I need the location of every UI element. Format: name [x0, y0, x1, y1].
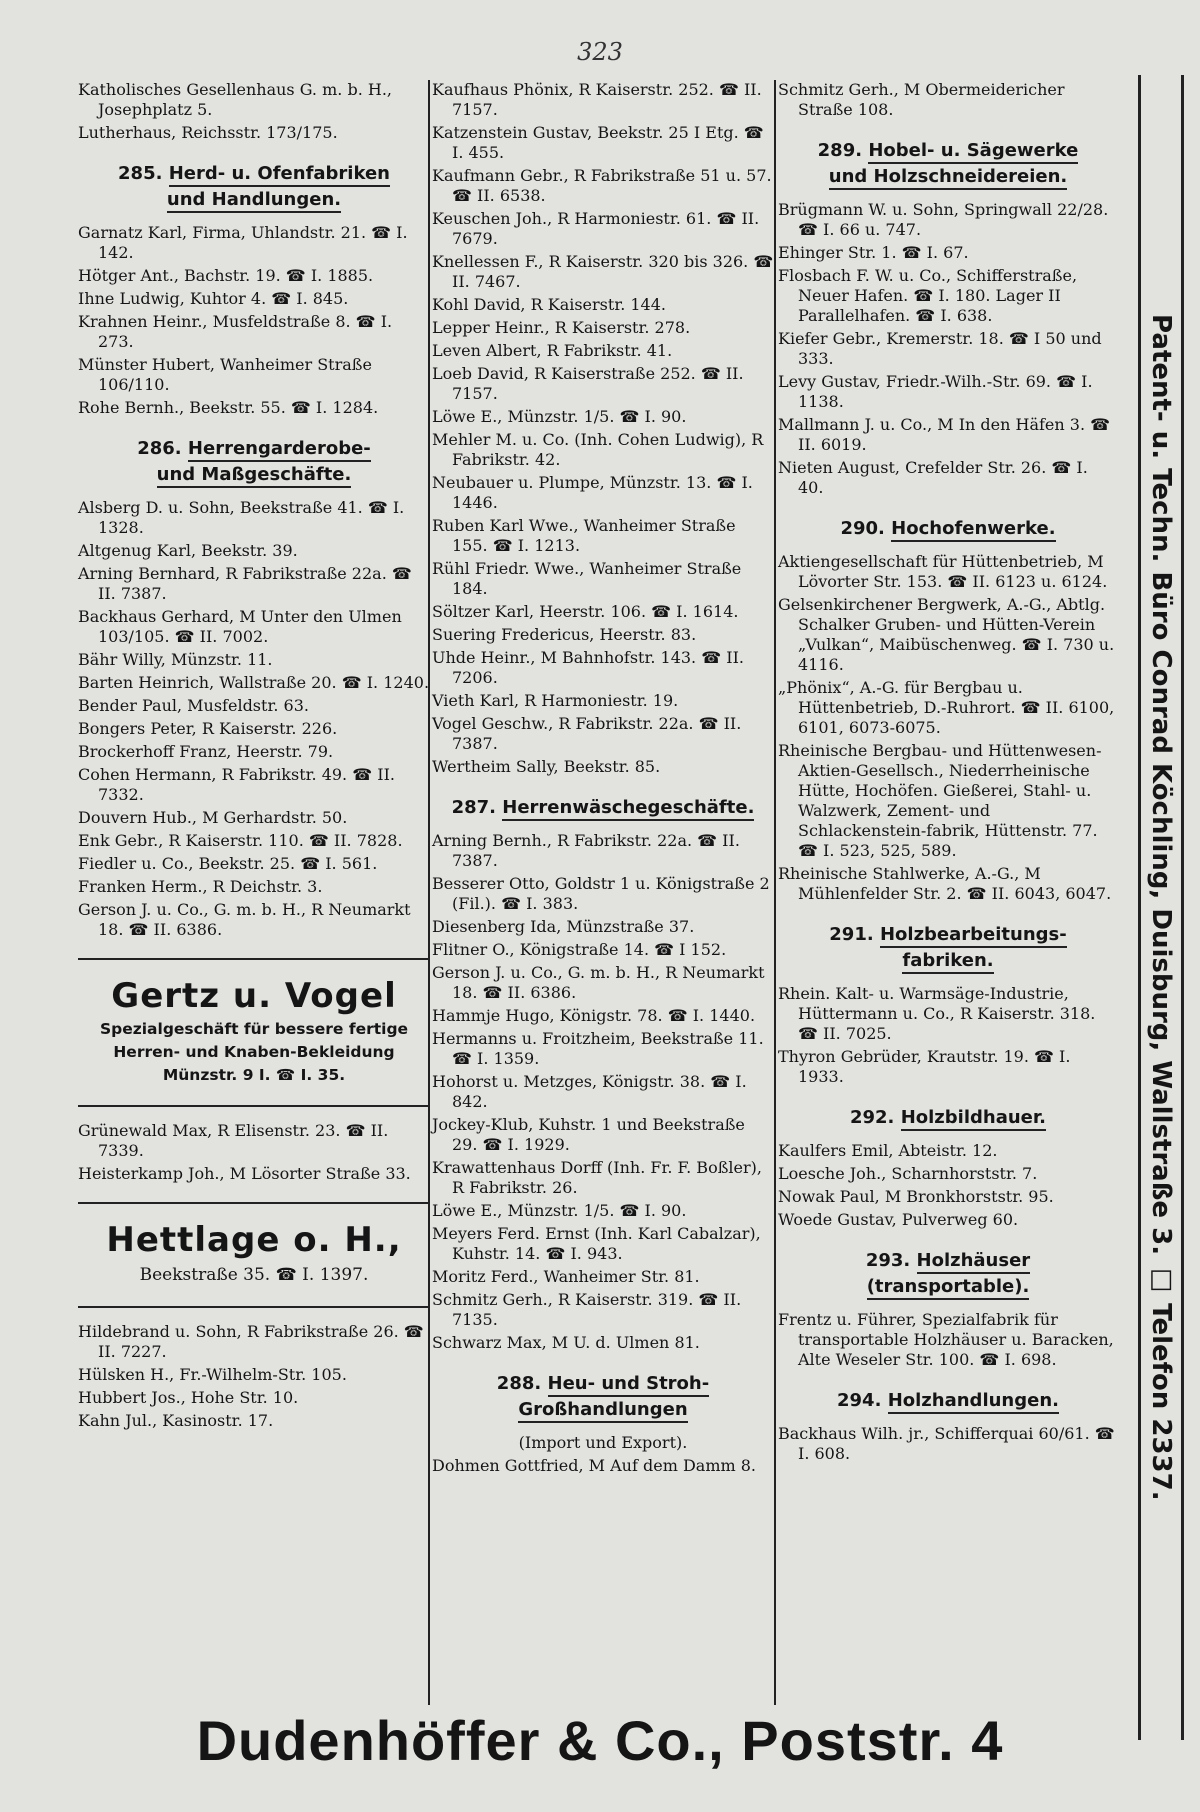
directory-entry: Bongers Peter, R Kaiserstr. 226. [78, 719, 338, 738]
directory-entry: Löwe E., Münzstr. 1/5. ☎ I. 90. [432, 1201, 687, 1220]
section-subtitle: und Maßgeschäfte. [157, 464, 352, 488]
directory-entry: Kahn Jul., Kasinostr. 17. [78, 1411, 274, 1430]
directory-entry: Dohmen Gottfried, M Auf dem Damm 8. [432, 1456, 757, 1475]
directory-entry: Douvern Hub., M Gerhardstr. 50. [78, 808, 348, 827]
directory-entry: Gelsenkirchener Bergwerk, A.-G., Abtlg. Schalker Gruben- und Hütten-Verein „Vulkan“, Maibüschenweg. ☎ I. 730 u. 4116. [778, 595, 1115, 674]
directory-entry: Leven Albert, R Fabrikstr. 41. [432, 341, 673, 360]
directory-entry: Heisterkamp Joh., M Lösorter Straße 33. [78, 1164, 411, 1183]
directory-entry: Hötger Ant., Bachstr. 19. ☎ I. 1885. [78, 266, 374, 285]
directory-entry: Söltzer Karl, Heerstr. 106. ☎ I. 1614. [432, 602, 739, 621]
directory-entry: Kiefer Gebr., Kremerstr. 18. ☎ I 50 und 333. [778, 329, 1102, 368]
section-heading [432, 1371, 774, 1423]
directory-entry: Loeb David, R Kaiserstraße 252. ☎ II. 7157. [432, 364, 744, 403]
section-subtitle: fabriken. [902, 950, 993, 974]
directory-entry: Rohe Bernh., Beekstr. 55. ☎ I. 1284. [78, 398, 379, 417]
directory-entry: Besserer Otto, Goldstr 1 u. Königstraße 2 (Fil.). ☎ I. 383. [432, 874, 770, 913]
section-subtitle: Großhandlungen [518, 1399, 687, 1423]
section-title: Holzhäuser [917, 1250, 1031, 1274]
advertisement-line: Spezialgeschäft für bessere fertige [99, 1020, 409, 1038]
directory-entry: Barten Heinrich, Wallstraße 20. ☎ I. 1240. [78, 673, 430, 692]
section-number: 286. [137, 438, 182, 459]
directory-entry: Ihne Ludwig, Kuhtor 4. ☎ I. 845. [78, 289, 349, 308]
directory-entry: Schwarz Max, M U. d. Ulmen 81. [432, 1333, 700, 1352]
directory-entry: Schmitz Gerh., R Kaiserstr. 319. ☎ II. 7135. [432, 1290, 742, 1329]
directory-entry: Katholisches Gesellenhaus G. m. b. H., Josephplatz 5. [78, 80, 392, 119]
directory-entry: Schmitz Gerh., M Obermeidericher Straße 108. [778, 80, 1065, 119]
directory-entry: Gerson J. u. Co., G. m. b. H., R Neumarkt 18. ☎ II. 6386. [78, 900, 411, 939]
section-title: Holzbearbeitungs- [880, 924, 1067, 948]
advertisement-line: Beekstraße 35. ☎ I. 1397. [139, 1265, 369, 1285]
section-heading [78, 436, 430, 488]
directory-entry: Flitner O., Königstraße 14. ☎ I 152. [432, 940, 727, 959]
section-subtitle: (transportable). [867, 1276, 1030, 1300]
directory-entry: Cohen Hermann, R Fabrikstr. 49. ☎ II. 7332. [78, 765, 395, 804]
directory-entry: Hermanns u. Froitzheim, Beekstraße 11. ☎ I. 1359. [432, 1029, 764, 1068]
directory-entry: Katzenstein Gustav, Beekstr. 25 I Etg. ☎ I. 455. [432, 123, 764, 162]
directory-entry: Krawattenhaus Dorff (Inh. Fr. F. Boßler), R Fabrikstr. 26. [432, 1158, 762, 1197]
directory-entry: Jockey-Klub, Kuhstr. 1 und Beekstraße 29. ☎ I. 1929. [432, 1115, 745, 1154]
directory-entry: Ruben Karl Wwe., Wanheimer Straße 155. ☎ I. 1213. [432, 516, 736, 555]
directory-entry: Löwe E., Münzstr. 1/5. ☎ I. 90. [432, 407, 687, 426]
column-divider [428, 80, 430, 1705]
horizontal-rule [78, 1306, 430, 1308]
section-heading [432, 795, 774, 821]
directory-entry: Münster Hubert, Wanheimer Straße 106/110. [78, 355, 372, 394]
section-note: (Import und Export). [518, 1433, 688, 1452]
section-number: 290. [840, 518, 885, 539]
directory-entry: Altgenug Karl, Beekstr. 39. [78, 541, 298, 560]
directory-entry: Meyers Ferd. Ernst (Inh. Karl Cabalzar), Kuhstr. 14. ☎ I. 943. [432, 1224, 761, 1263]
directory-entry: Bender Paul, Musfeldstr. 63. [78, 696, 309, 715]
directory-entry: Neubauer u. Plumpe, Münzstr. 13. ☎ I. 1446. [432, 473, 753, 512]
column-2 [432, 80, 774, 1479]
section-title: Herrengarderobe- [188, 438, 371, 462]
advertisement-line: Herren- und Knaben-Bekleidung [113, 1043, 395, 1061]
column-1 [78, 80, 430, 1434]
section-heading [778, 1388, 1118, 1414]
section-title: Heu- und Stroh- [548, 1373, 710, 1397]
section-number: 292. [849, 1107, 895, 1128]
directory-entry: Garnatz Karl, Firma, Uhlandstr. 21. ☎ I. 142. [78, 223, 408, 262]
section-title: Hochofenwerke. [891, 518, 1055, 542]
directory-entry: „Phönix“, A.-G. für Bergbau u. Hüttenbetrieb, D.-Ruhrort. ☎ II. 6100, 6101, 6073-6075. [778, 678, 1115, 737]
directory-entry: Hülsken H., Fr.-Wilhelm-Str. 105. [78, 1365, 347, 1384]
directory-entry: Rühl Friedr. Wwe., Wanheimer Straße 184. [432, 559, 742, 598]
directory-entry: Bähr Willy, Münzstr. 11. [78, 650, 273, 669]
advertisement [78, 1218, 430, 1288]
directory-entry: Diesenberg Ida, Münzstraße 37. [432, 917, 695, 936]
directory-entry: Rhein. Kalt- u. Warmsäge-Industrie, Hüttermann u. Co., R Kaiserstr. 318. ☎ II. 7025. [778, 984, 1096, 1043]
directory-entry: Loesche Joh., Scharnhorststr. 7. [778, 1164, 1038, 1183]
directory-entry: Suering Fredericus, Heerstr. 83. [432, 625, 697, 644]
directory-entry: Grünewald Max, R Elisenstr. 23. ☎ II. 7339. [78, 1121, 389, 1160]
directory-entry: Nieten August, Crefelder Str. 26. ☎ I. 40. [778, 458, 1088, 497]
section-heading [78, 161, 430, 213]
directory-entry: Levy Gustav, Friedr.-Wilh.-Str. 69. ☎ I. 1138. [778, 372, 1093, 411]
advertisement-line: Münzstr. 9 I. ☎ I. 35. [162, 1066, 346, 1084]
horizontal-rule [78, 958, 430, 960]
directory-entry: Knellessen F., R Kaiserstr. 320 bis 326. ☎ II. 7467. [432, 252, 774, 291]
directory-entry: Thyron Gebrüder, Krautstr. 19. ☎ I. 1933. [778, 1047, 1071, 1086]
section-heading [778, 1248, 1118, 1300]
directory-entry: Enk Gebr., R Kaiserstr. 110. ☎ II. 7828. [78, 831, 403, 850]
directory-entry: Arning Bernhard, R Fabrikstraße 22a. ☎ II. 7387. [78, 564, 412, 603]
directory-entry: Woede Gustav, Pulverweg 60. [778, 1210, 1019, 1229]
directory-entry: Vogel Geschw., R Fabrikstr. 22a. ☎ II. 7387. [432, 714, 742, 753]
section-number: 294. [837, 1390, 882, 1411]
section-subtitle: und Handlungen. [167, 189, 341, 213]
section-heading [778, 516, 1118, 542]
directory-entry: Kohl David, R Kaiserstr. 144. [432, 295, 666, 314]
directory-entry: Brockerhoff Franz, Heerstr. 79. [78, 742, 334, 761]
horizontal-rule [78, 1202, 430, 1204]
directory-entry: Aktiengesellschaft für Hüttenbetrieb, M Lövorter Str. 153. ☎ II. 6123 u. 6124. [778, 552, 1108, 591]
directory-entry: Rheinische Stahlwerke, A.-G., M Mühlenfelder Str. 2. ☎ II. 6043, 6047. [778, 864, 1112, 903]
side-advertisement [1138, 75, 1184, 1740]
section-number: 287. [451, 797, 496, 818]
directory-entry: Frentz u. Führer, Spezialfabrik für transportable Holzhäuser u. Baracken, Alte Weseler Str. 100. ☎ I. 698. [778, 1310, 1114, 1369]
column-divider [774, 80, 776, 1705]
directory-entry: Wertheim Sally, Beekstr. 85. [432, 757, 661, 776]
directory-entry: Hubbert Jos., Hohe Str. 10. [78, 1388, 299, 1407]
directory-entry: Fiedler u. Co., Beekstr. 25. ☎ I. 561. [78, 854, 378, 873]
section-number: 285. [118, 163, 163, 184]
section-heading [778, 138, 1118, 190]
directory-entry: Vieth Karl, R Harmoniestr. 19. [432, 691, 679, 710]
directory-entry: Franken Herm., R Deichstr. 3. [78, 877, 323, 896]
directory-entry: Lutherhaus, Reichsstr. 173/175. [78, 123, 338, 142]
directory-entry: Hildebrand u. Sohn, R Fabrikstraße 26. ☎ II. 7227. [78, 1322, 424, 1361]
column-3 [778, 80, 1118, 1467]
directory-entry: Backhaus Wilh. jr., Schifferquai 60/61. ☎ I. 608. [778, 1424, 1115, 1463]
horizontal-rule [78, 1105, 430, 1107]
directory-entry: Hammje Hugo, Königstr. 78. ☎ I. 1440. [432, 1006, 756, 1025]
section-number: 293. [865, 1250, 911, 1271]
advertisement-title: Gertz u. Vogel [111, 976, 397, 1016]
directory-entry: Uhde Heinr., M Bahnhofstr. 143. ☎ II. 7206. [432, 648, 744, 687]
directory-entry: Gerson J. u. Co., G. m. b. H., R Neumarkt 18. ☎ II. 6386. [432, 963, 765, 1002]
advertisement [78, 974, 430, 1087]
directory-entry: Mehler M. u. Co. (Inh. Cohen Ludwig), R Fabrikstr. 42. [432, 430, 764, 469]
directory-entry: Flosbach F. W. u. Co., Schifferstraße, Neuer Hafen. ☎ I. 180. Lager II Parallelhafen. ☎ I. 638. [778, 266, 1078, 325]
directory-entry: Backhaus Gerhard, M Unter den Ulmen 103/105. ☎ II. 7002. [78, 607, 402, 646]
directory-entry: Lepper Heinr., R Kaiserstr. 278. [432, 318, 691, 337]
page-number: 323 [577, 38, 623, 66]
directory-entry: Mallmann J. u. Co., M In den Häfen 3. ☎ II. 6019. [778, 415, 1111, 454]
directory-entry: Hohorst u. Metzges, Königstr. 38. ☎ I. 842. [432, 1072, 747, 1111]
directory-entry: Kaufhaus Phönix, R Kaiserstr. 252. ☎ II. 7157. [432, 80, 762, 119]
section-number: 289. [817, 140, 863, 161]
section-title: Holzbildhauer. [901, 1107, 1046, 1131]
section-number: 291. [829, 924, 874, 945]
directory-entry: Alsberg D. u. Sohn, Beekstraße 41. ☎ I. 1328. [78, 498, 405, 537]
directory-entry: Ehinger Str. 1. ☎ I. 67. [778, 243, 969, 262]
directory-entry: Kaulfers Emil, Abteistr. 12. [778, 1141, 998, 1160]
directory-entry: Kaufmann Gebr., R Fabrikstraße 51 u. 57. ☎ II. 6538. [432, 166, 772, 205]
directory-entry: Keuschen Joh., R Harmoniestr. 61. ☎ II. 7679. [432, 209, 760, 248]
directory-entry: Krahnen Heinr., Musfeldstraße 8. ☎ I. 273. [78, 312, 393, 351]
advertisement-title: Hettlage o. H., [106, 1220, 402, 1260]
section-title: Herrenwäschegeschäfte. [502, 797, 754, 821]
section-subtitle: und Holzschneidereien. [829, 166, 1067, 190]
side-advertisement-text: Patent- u. Techn. Büro Conrad Köchling, Duisburg, Wallstraße 3. □ Telefon 2337. [1146, 314, 1176, 1501]
directory-entry: Rheinische Bergbau- und Hüttenwesen-Aktien-Gesellsch., Niederrheinische Hütte, Hochöfen. Gießerei, Stahl- u. Walzwerk, Zement- und Schlackenstein-fabrik, Hüttenstr. 77. ☎ I. 523, 525, 589. [778, 741, 1102, 860]
section-title: Herd- u. Ofenfabriken [169, 163, 390, 187]
section-heading [778, 1105, 1118, 1131]
section-title: Holzhandlungen. [888, 1390, 1059, 1414]
directory-entry: Brügmann W. u. Sohn, Springwall 22/28. ☎ I. 66 u. 747. [778, 200, 1109, 239]
section-number: 288. [496, 1373, 542, 1394]
section-title: Hobel- u. Sägewerke [868, 140, 1078, 164]
directory-entry: Arning Bernh., R Fabrikstr. 22a. ☎ II. 7387. [432, 831, 740, 870]
directory-entry: Moritz Ferd., Wanheimer Str. 81. [432, 1267, 700, 1286]
footer-advertisement: Dudenhöffer & Co., Poststr. 4 [196, 1709, 1004, 1772]
directory-entry: Nowak Paul, M Bronkhorststr. 95. [778, 1187, 1054, 1206]
section-heading [778, 922, 1118, 974]
